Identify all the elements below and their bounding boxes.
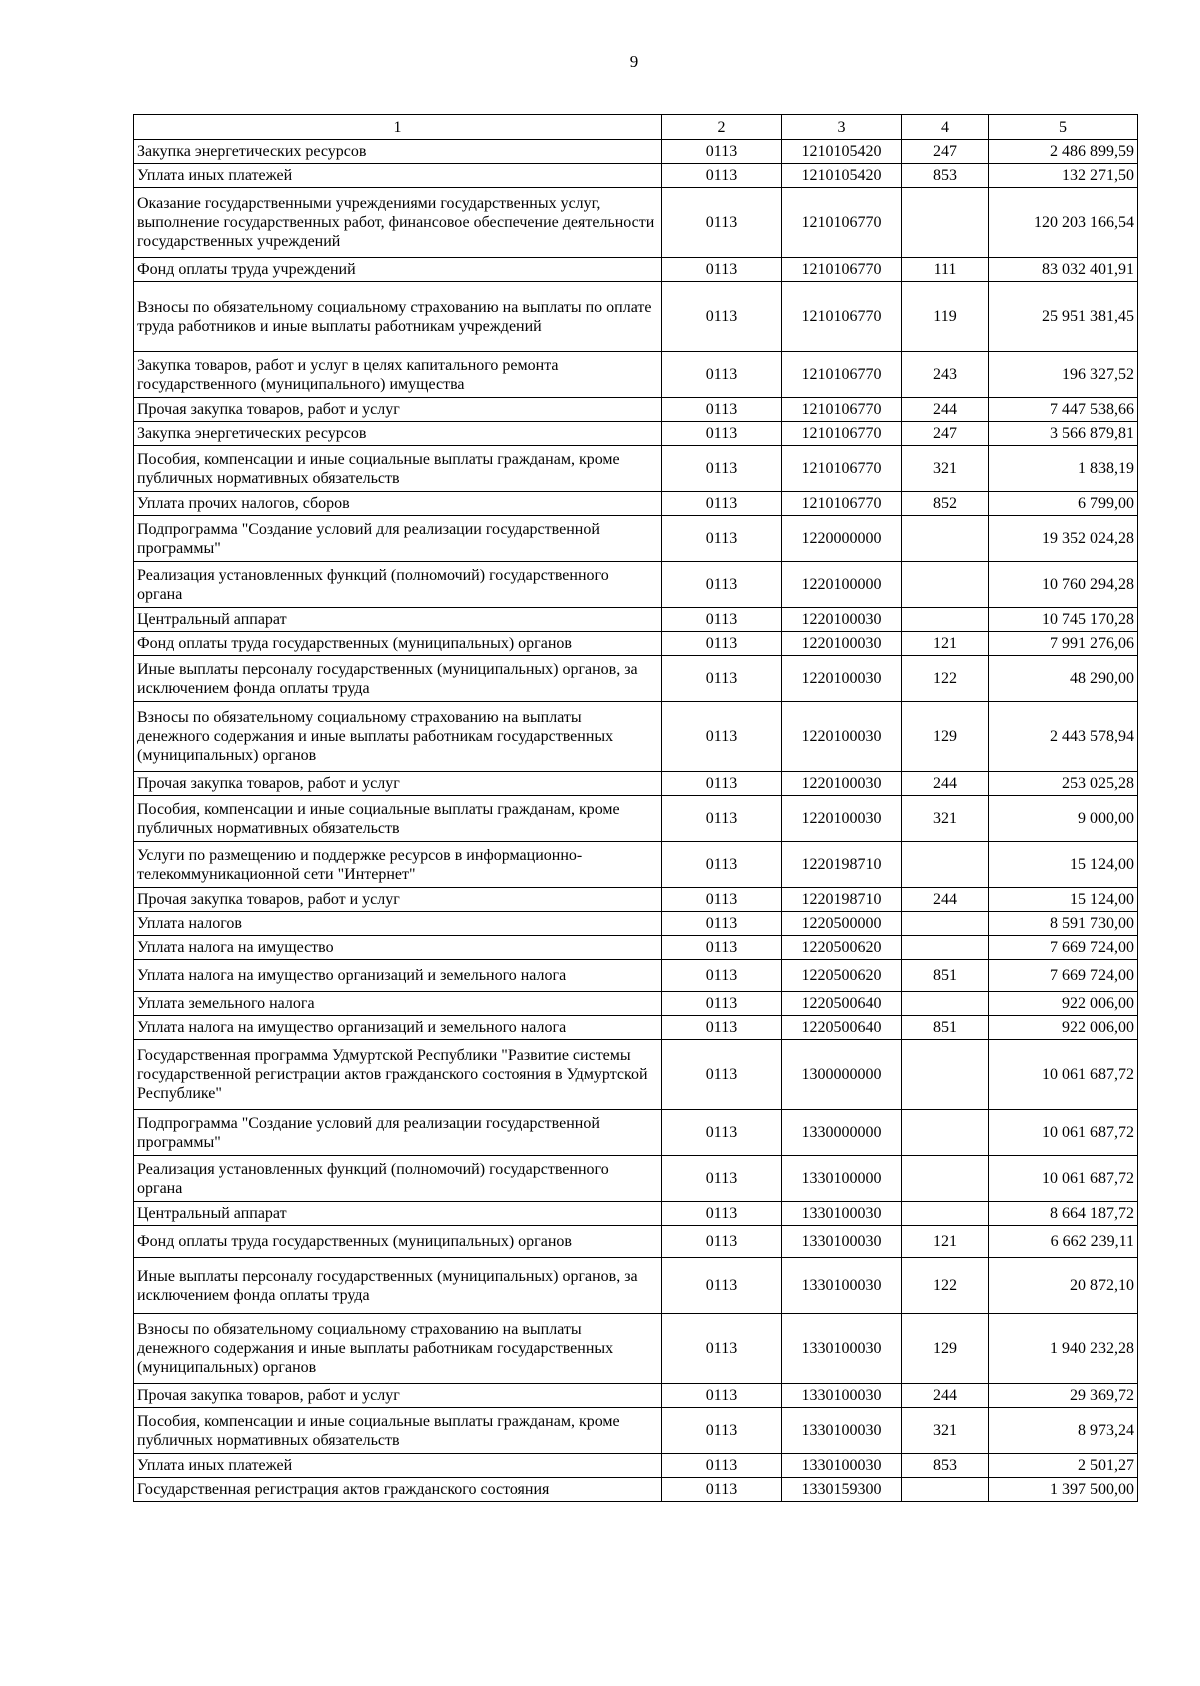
row-type-cell: 244 xyxy=(902,888,989,912)
row-amount-cell: 10 061 687,72 xyxy=(989,1110,1138,1156)
row-section-cell: 0113 xyxy=(662,656,782,702)
row-section-cell: 0113 xyxy=(662,992,782,1016)
row-amount-cell: 132 271,50 xyxy=(989,164,1138,188)
row-target-cell: 1330100030 xyxy=(782,1314,902,1384)
row-section-cell: 0113 xyxy=(662,352,782,398)
row-type-cell: 851 xyxy=(902,960,989,992)
row-target-cell: 1210106770 xyxy=(782,422,902,446)
table-row xyxy=(134,1314,1138,1384)
table-row xyxy=(134,1226,1138,1258)
table-row xyxy=(134,702,1138,772)
row-target-cell: 1330100030 xyxy=(782,1202,902,1226)
row-section-cell: 0113 xyxy=(662,164,782,188)
row-section-cell: 0113 xyxy=(662,188,782,258)
row-amount-cell: 48 290,00 xyxy=(989,656,1138,702)
row-name-cell: Подпрограмма "Создание условий для реализации государственной программы" xyxy=(134,516,662,562)
table-row xyxy=(134,1478,1138,1502)
row-type-cell: 122 xyxy=(902,656,989,702)
row-amount-cell: 10 760 294,28 xyxy=(989,562,1138,608)
row-amount-cell: 196 327,52 xyxy=(989,352,1138,398)
row-amount-cell: 15 124,00 xyxy=(989,888,1138,912)
header-row xyxy=(134,115,1138,140)
row-target-cell: 1220198710 xyxy=(782,888,902,912)
row-name-cell: Уплата налогов xyxy=(134,912,662,936)
row-name-cell: Государственная программа Удмуртской Республики "Развитие системы государственной регистрации актов гражданского состояния в Удмуртской Республике" xyxy=(134,1040,662,1110)
row-target-cell: 1210106770 xyxy=(782,352,902,398)
row-section-cell: 0113 xyxy=(662,960,782,992)
page-number: 9 xyxy=(629,52,639,71)
row-name-cell: Государственная регистрация актов гражданского состояния xyxy=(134,1478,662,1502)
row-target-cell: 1210106770 xyxy=(782,446,902,492)
row-target-cell: 1220500620 xyxy=(782,936,902,960)
row-target-cell: 1220500000 xyxy=(782,912,902,936)
row-type-cell: 853 xyxy=(902,164,989,188)
row-type-cell: 243 xyxy=(902,352,989,398)
row-amount-cell: 83 032 401,91 xyxy=(989,258,1138,282)
row-type-cell: 321 xyxy=(902,796,989,842)
table-row xyxy=(134,888,1138,912)
table-row xyxy=(134,140,1138,164)
row-target-cell: 1210105420 xyxy=(782,164,902,188)
row-amount-cell: 25 951 381,45 xyxy=(989,282,1138,352)
table-row xyxy=(134,1408,1138,1454)
row-amount-cell: 2 486 899,59 xyxy=(989,140,1138,164)
row-type-cell xyxy=(902,842,989,888)
row-section-cell: 0113 xyxy=(662,140,782,164)
row-target-cell: 1330100030 xyxy=(782,1408,902,1454)
row-amount-cell: 10 061 687,72 xyxy=(989,1040,1138,1110)
row-section-cell: 0113 xyxy=(662,702,782,772)
row-type-cell: 122 xyxy=(902,1258,989,1314)
table-row xyxy=(134,352,1138,398)
row-name-cell: Прочая закупка товаров, работ и услуг xyxy=(134,772,662,796)
row-name-cell: Уплата прочих налогов, сборов xyxy=(134,492,662,516)
row-type-cell xyxy=(902,608,989,632)
table-row xyxy=(134,398,1138,422)
header-col-2: 2 xyxy=(662,115,782,140)
row-name-cell: Иные выплаты персоналу государственных (муниципальных) органов, за исключением фонда оплаты труда xyxy=(134,656,662,702)
row-name-cell: Взносы по обязательному социальному страхованию на выплаты денежного содержания и иные выплаты работникам государственных (муниципальных) органов xyxy=(134,1314,662,1384)
row-section-cell: 0113 xyxy=(662,936,782,960)
row-amount-cell: 120 203 166,54 xyxy=(989,188,1138,258)
row-section-cell: 0113 xyxy=(662,1040,782,1110)
row-name-cell: Иные выплаты персоналу государственных (муниципальных) органов, за исключением фонда оплаты труда xyxy=(134,1258,662,1314)
row-type-cell xyxy=(902,516,989,562)
row-target-cell: 1220100030 xyxy=(782,608,902,632)
row-name-cell: Взносы по обязательному социальному страхованию на выплаты денежного содержания и иные выплаты работникам государственных (муниципальных) органов xyxy=(134,702,662,772)
row-type-cell: 244 xyxy=(902,772,989,796)
budget-table xyxy=(133,114,1138,1502)
table-row xyxy=(134,562,1138,608)
table-row xyxy=(134,1156,1138,1202)
table-row xyxy=(134,1258,1138,1314)
table-row xyxy=(134,936,1138,960)
header-col-4: 4 xyxy=(902,115,989,140)
row-section-cell: 0113 xyxy=(662,562,782,608)
row-name-cell: Прочая закупка товаров, работ и услуг xyxy=(134,888,662,912)
row-target-cell: 1210106770 xyxy=(782,398,902,422)
row-section-cell: 0113 xyxy=(662,772,782,796)
table-row xyxy=(134,1040,1138,1110)
row-type-cell: 111 xyxy=(902,258,989,282)
row-section-cell: 0113 xyxy=(662,282,782,352)
row-name-cell: Уплата земельного налога xyxy=(134,992,662,1016)
row-name-cell: Уплата налога на имущество xyxy=(134,936,662,960)
row-target-cell: 1330100030 xyxy=(782,1258,902,1314)
row-section-cell: 0113 xyxy=(662,1016,782,1040)
row-section-cell: 0113 xyxy=(662,1156,782,1202)
row-name-cell: Реализация установленных функций (полномочий) государственного органа xyxy=(134,1156,662,1202)
row-section-cell: 0113 xyxy=(662,1110,782,1156)
row-name-cell: Оказание государственными учреждениями государственных услуг, выполнение государственных работ, финансовое обеспечение деятельности государственных учреждений xyxy=(134,188,662,258)
table-row xyxy=(134,960,1138,992)
row-amount-cell: 1 838,19 xyxy=(989,446,1138,492)
row-type-cell xyxy=(902,1202,989,1226)
row-target-cell: 1220198710 xyxy=(782,842,902,888)
row-target-cell: 1210105420 xyxy=(782,140,902,164)
table-row xyxy=(134,842,1138,888)
row-name-cell: Взносы по обязательному социальному страхованию на выплаты по оплате труда работников и иные выплаты работникам учреждений xyxy=(134,282,662,352)
row-type-cell xyxy=(902,562,989,608)
table-row xyxy=(134,1384,1138,1408)
row-target-cell: 1330000000 xyxy=(782,1110,902,1156)
row-name-cell: Пособия, компенсации и иные социальные выплаты гражданам, кроме публичных нормативных обязательств xyxy=(134,796,662,842)
row-name-cell: Фонд оплаты труда государственных (муниципальных) органов xyxy=(134,1226,662,1258)
row-section-cell: 0113 xyxy=(662,1478,782,1502)
table-row xyxy=(134,1016,1138,1040)
row-amount-cell: 1 940 232,28 xyxy=(989,1314,1138,1384)
row-section-cell: 0113 xyxy=(662,446,782,492)
row-name-cell: Услуги по размещению и поддержке ресурсов в информационно-телекоммуникационной сети "Интернет" xyxy=(134,842,662,888)
table-row xyxy=(134,772,1138,796)
row-type-cell: 244 xyxy=(902,1384,989,1408)
row-name-cell: Центральный аппарат xyxy=(134,1202,662,1226)
row-section-cell: 0113 xyxy=(662,796,782,842)
row-target-cell: 1330100030 xyxy=(782,1226,902,1258)
row-amount-cell: 8 664 187,72 xyxy=(989,1202,1138,1226)
row-target-cell: 1330100000 xyxy=(782,1156,902,1202)
row-amount-cell: 8 973,24 xyxy=(989,1408,1138,1454)
row-amount-cell: 2 443 578,94 xyxy=(989,702,1138,772)
row-section-cell: 0113 xyxy=(662,632,782,656)
row-target-cell: 1220500640 xyxy=(782,992,902,1016)
row-name-cell: Фонд оплаты труда государственных (муниципальных) органов xyxy=(134,632,662,656)
row-section-cell: 0113 xyxy=(662,398,782,422)
row-amount-cell: 10 745 170,28 xyxy=(989,608,1138,632)
table-row xyxy=(134,446,1138,492)
row-target-cell: 1330100030 xyxy=(782,1454,902,1478)
row-type-cell: 119 xyxy=(902,282,989,352)
row-name-cell: Прочая закупка товаров, работ и услуг xyxy=(134,398,662,422)
table-row xyxy=(134,992,1138,1016)
row-amount-cell: 10 061 687,72 xyxy=(989,1156,1138,1202)
row-section-cell: 0113 xyxy=(662,1408,782,1454)
row-type-cell xyxy=(902,992,989,1016)
row-section-cell: 0113 xyxy=(662,608,782,632)
row-type-cell xyxy=(902,936,989,960)
row-name-cell: Закупка товаров, работ и услуг в целях капитального ремонта государственного (муниципального) имущества xyxy=(134,352,662,398)
row-type-cell: 851 xyxy=(902,1016,989,1040)
table-row xyxy=(134,1110,1138,1156)
row-amount-cell: 19 352 024,28 xyxy=(989,516,1138,562)
row-amount-cell: 7 991 276,06 xyxy=(989,632,1138,656)
row-amount-cell: 922 006,00 xyxy=(989,1016,1138,1040)
row-amount-cell: 8 591 730,00 xyxy=(989,912,1138,936)
table-row xyxy=(134,492,1138,516)
table-row xyxy=(134,282,1138,352)
row-name-cell: Пособия, компенсации и иные социальные выплаты гражданам, кроме публичных нормативных обязательств xyxy=(134,446,662,492)
row-type-cell: 321 xyxy=(902,446,989,492)
row-amount-cell: 15 124,00 xyxy=(989,842,1138,888)
row-section-cell: 0113 xyxy=(662,1454,782,1478)
row-type-cell: 247 xyxy=(902,422,989,446)
row-target-cell: 1220100030 xyxy=(782,702,902,772)
row-target-cell: 1220100030 xyxy=(782,796,902,842)
row-target-cell: 1220500620 xyxy=(782,960,902,992)
row-amount-cell: 1 397 500,00 xyxy=(989,1478,1138,1502)
row-amount-cell: 7 669 724,00 xyxy=(989,936,1138,960)
table-row xyxy=(134,1202,1138,1226)
table-row xyxy=(134,258,1138,282)
row-target-cell: 1220100030 xyxy=(782,632,902,656)
row-type-cell: 244 xyxy=(902,398,989,422)
row-type-cell: 129 xyxy=(902,702,989,772)
row-amount-cell: 922 006,00 xyxy=(989,992,1138,1016)
row-name-cell: Уплата налога на имущество организаций и земельного налога xyxy=(134,1016,662,1040)
row-target-cell: 1330159300 xyxy=(782,1478,902,1502)
row-name-cell: Закупка энергетических ресурсов xyxy=(134,140,662,164)
row-name-cell: Закупка энергетических ресурсов xyxy=(134,422,662,446)
row-type-cell xyxy=(902,1040,989,1110)
row-name-cell: Уплата налога на имущество организаций и земельного налога xyxy=(134,960,662,992)
row-type-cell: 852 xyxy=(902,492,989,516)
row-amount-cell: 7 447 538,66 xyxy=(989,398,1138,422)
row-type-cell: 129 xyxy=(902,1314,989,1384)
header-col-5: 5 xyxy=(989,115,1138,140)
row-target-cell: 1220500640 xyxy=(782,1016,902,1040)
row-target-cell: 1330100030 xyxy=(782,1384,902,1408)
table-row xyxy=(134,912,1138,936)
row-type-cell xyxy=(902,1110,989,1156)
row-section-cell: 0113 xyxy=(662,1258,782,1314)
row-name-cell: Реализация установленных функций (полномочий) государственного органа xyxy=(134,562,662,608)
row-name-cell: Пособия, компенсации и иные социальные выплаты гражданам, кроме публичных нормативных обязательств xyxy=(134,1408,662,1454)
table-row xyxy=(134,422,1138,446)
row-section-cell: 0113 xyxy=(662,1226,782,1258)
row-section-cell: 0113 xyxy=(662,1314,782,1384)
table-row xyxy=(134,796,1138,842)
row-section-cell: 0113 xyxy=(662,516,782,562)
table-row xyxy=(134,632,1138,656)
row-type-cell xyxy=(902,1478,989,1502)
row-section-cell: 0113 xyxy=(662,912,782,936)
row-name-cell: Уплата иных платежей xyxy=(134,1454,662,1478)
row-type-cell: 121 xyxy=(902,632,989,656)
row-amount-cell: 6 799,00 xyxy=(989,492,1138,516)
table-row xyxy=(134,188,1138,258)
row-type-cell: 321 xyxy=(902,1408,989,1454)
row-target-cell: 1210106770 xyxy=(782,492,902,516)
row-section-cell: 0113 xyxy=(662,422,782,446)
table-row xyxy=(134,164,1138,188)
table-row xyxy=(134,1454,1138,1478)
header-col-3: 3 xyxy=(782,115,902,140)
row-name-cell: Центральный аппарат xyxy=(134,608,662,632)
row-amount-cell: 9 000,00 xyxy=(989,796,1138,842)
row-amount-cell: 253 025,28 xyxy=(989,772,1138,796)
row-section-cell: 0113 xyxy=(662,258,782,282)
row-name-cell: Подпрограмма "Создание условий для реализации государственной программы" xyxy=(134,1110,662,1156)
row-target-cell: 1210106770 xyxy=(782,188,902,258)
row-section-cell: 0113 xyxy=(662,1384,782,1408)
row-section-cell: 0113 xyxy=(662,888,782,912)
row-amount-cell: 3 566 879,81 xyxy=(989,422,1138,446)
row-type-cell xyxy=(902,1156,989,1202)
row-type-cell: 121 xyxy=(902,1226,989,1258)
row-type-cell xyxy=(902,912,989,936)
row-target-cell: 1220000000 xyxy=(782,516,902,562)
row-name-cell: Уплата иных платежей xyxy=(134,164,662,188)
row-section-cell: 0113 xyxy=(662,1202,782,1226)
header-col-1: 1 xyxy=(134,115,662,140)
row-amount-cell: 20 872,10 xyxy=(989,1258,1138,1314)
row-amount-cell: 2 501,27 xyxy=(989,1454,1138,1478)
row-target-cell: 1220100030 xyxy=(782,656,902,702)
table-row xyxy=(134,608,1138,632)
row-target-cell: 1220100000 xyxy=(782,562,902,608)
row-target-cell: 1210106770 xyxy=(782,258,902,282)
table-row xyxy=(134,656,1138,702)
row-type-cell: 247 xyxy=(902,140,989,164)
table-row xyxy=(134,516,1138,562)
row-target-cell: 1220100030 xyxy=(782,772,902,796)
row-amount-cell: 7 669 724,00 xyxy=(989,960,1138,992)
row-target-cell: 1300000000 xyxy=(782,1040,902,1110)
row-name-cell: Фонд оплаты труда учреждений xyxy=(134,258,662,282)
row-section-cell: 0113 xyxy=(662,492,782,516)
row-type-cell: 853 xyxy=(902,1454,989,1478)
row-amount-cell: 6 662 239,11 xyxy=(989,1226,1138,1258)
row-section-cell: 0113 xyxy=(662,842,782,888)
row-target-cell: 1210106770 xyxy=(782,282,902,352)
row-name-cell: Прочая закупка товаров, работ и услуг xyxy=(134,1384,662,1408)
row-amount-cell: 29 369,72 xyxy=(989,1384,1138,1408)
row-type-cell xyxy=(902,188,989,258)
table-body xyxy=(134,140,1138,1502)
